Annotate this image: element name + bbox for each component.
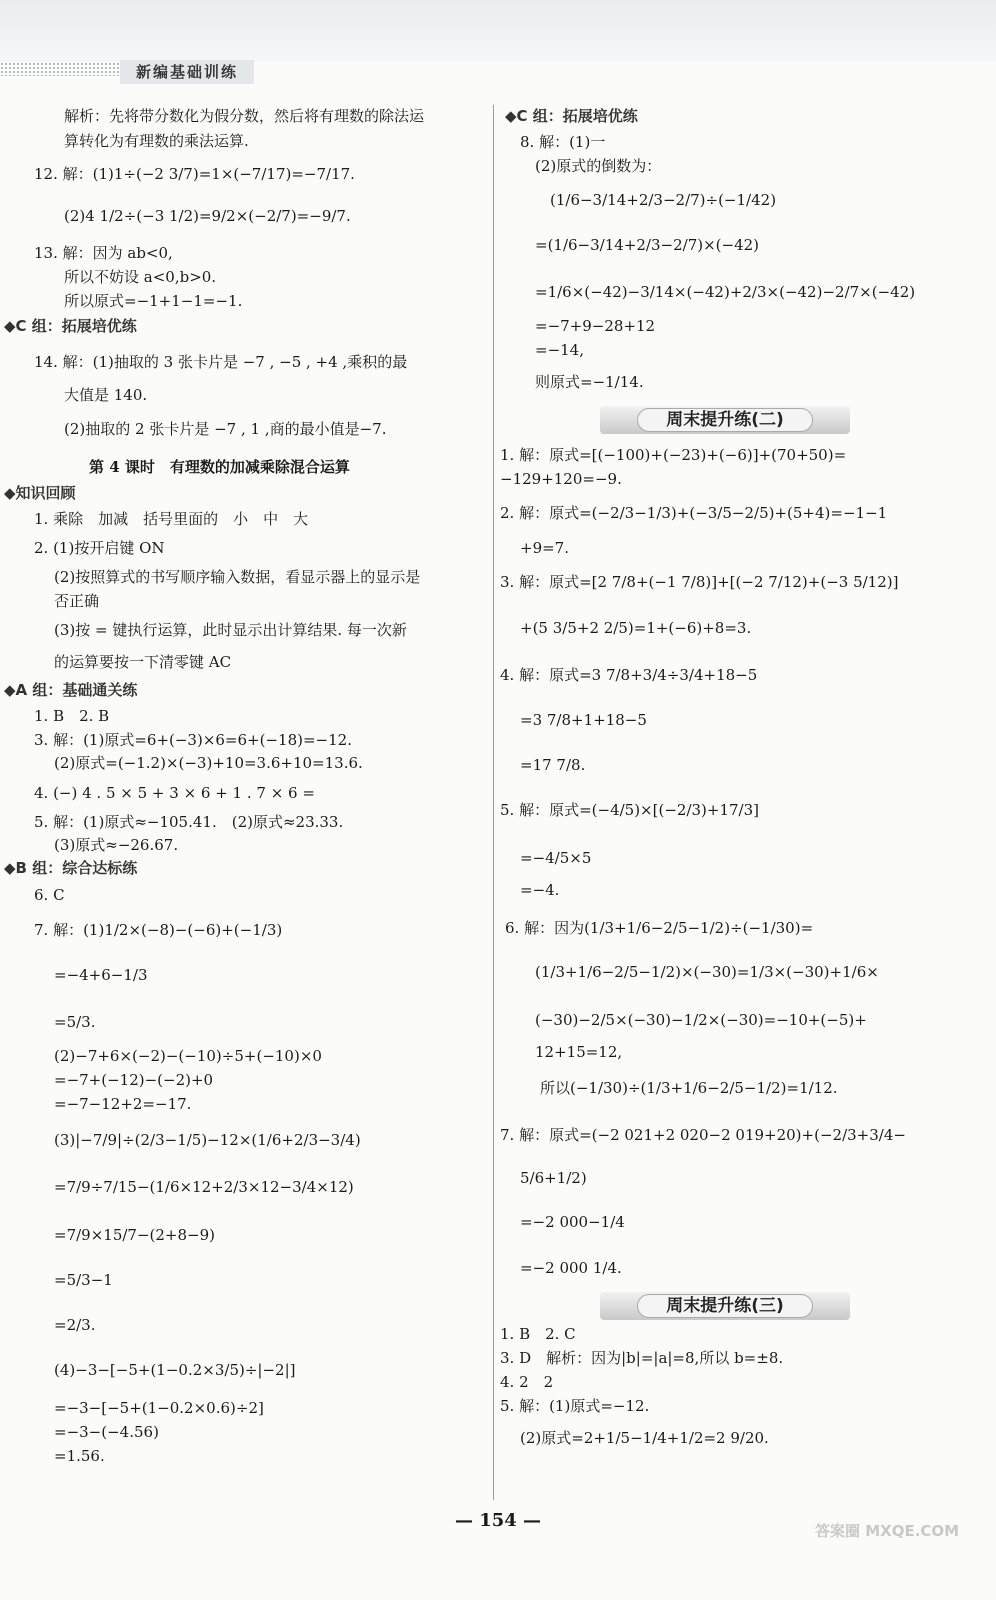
text-line: 5. 解：(1)原式=−12. [500,1397,650,1415]
text-line: (2)−7+6×(−2)−(−10)÷5+(−10)×0 [54,1047,322,1065]
text-line: 1. 解：原式=[(−100)+(−23)+(−6)]+(70+50)= [500,446,847,464]
text-line: 3. 解：原式=[2 7/8+(−1 7/8)]+[(−2 7/12)+(−3 5/12)] [500,573,899,591]
text-line: (2)抽取的 2 张卡片是 −7 , 1 ,商的最小值是−7. [64,420,387,438]
text-line: 5. 解：原式=(−4/5)×[(−2/3)+17/3] [500,801,759,819]
text-line: =−2 000−1/4 [520,1213,625,1231]
text-line: 4. 2 2 [500,1373,554,1391]
text-line: =3 7/8+1+18−5 [520,711,647,729]
text-line: =−4+6−1/3 [54,966,148,984]
text-line: =17 7/8. [520,756,586,774]
text-line: =−4/5×5 [520,849,592,867]
text-line: (3)按 = 键执行运算，此时显示出计算结果. 每一次新 [54,621,407,639]
text-line: 1. 乘除 加减 括号里面的 小 中 大 [34,510,309,528]
section-heading: ◆A 组：基础通关练 [4,681,138,699]
text-line: 5/6+1/2) [520,1169,587,1187]
text-line: 5. 解：(1)原式≈−105.41. (2)原式≈23.33. [34,813,344,831]
text-line: −129+120=−9. [500,470,622,488]
page-number: — 154 — [454,1510,542,1531]
header-band [0,0,996,62]
text-line: =−14, [535,341,584,359]
text-line: =5/3. [54,1013,96,1031]
text-line: 7. 解：(1)1/2×(−8)−(−6)+(−1/3) [34,921,283,939]
text-line: 4. 解：原式=3 7/8+3/4÷3/4+18−5 [500,666,758,684]
text-line: 2. (1)按开启键 ON [34,539,165,557]
weekend-practice-banner [600,406,850,434]
text-line: =7/9÷7/15−(1/6×12+2/3×12−3/4×12) [54,1178,354,1196]
text-line: =−3−(−4.56) [54,1423,159,1441]
banner-label: 周末提升练(二) [637,408,813,432]
text-line: 6. 解：因为(1/3+1/6−2/5−1/2)÷(−1/30)= [505,919,814,937]
text-line: =2/3. [54,1316,96,1334]
text-line: 否正确 [54,592,100,610]
text-line: 2. 解：原式=(−2/3−1/3)+(−3/5−2/5)+(5+4)=−1−1 [500,504,888,522]
text-line: 3. 解：(1)原式=6+(−3)×6=6+(−18)=−12. [34,731,352,749]
text-line: =1/6×(−42)−3/14×(−42)+2/3×(−42)−2/7×(−42) [535,283,916,301]
lesson-title: 第 4 课时 有理数的加减乘除混合运算 [89,458,350,476]
text-line: 12+15=12, [535,1043,623,1061]
text-line: +9=7. [520,539,569,557]
text-line: =7/9×15/7−(2+8−9) [54,1226,216,1244]
text-line: (2)原式=2+1/5−1/4+1/2=2 9/20. [520,1429,769,1447]
text-line: 1. B 2. B [34,707,110,725]
text-line: =−2 000 1/4. [520,1259,622,1277]
section-heading: ◆知识回顾 [4,484,76,502]
header-title: 新编基础训练 [120,60,254,84]
text-line: 解析：先将带分数化为假分数，然后将有理数的除法运 [64,107,425,125]
text-line: =−4. [520,881,560,899]
text-line: (−30)−2/5×(−30)−1/2×(−30)=−10+(−5)+ [535,1011,867,1029]
text-line: (3)原式≈−26.67. [54,836,179,854]
section-heading: ◆B 组：综合达标练 [4,859,138,877]
text-line: =1.56. [54,1447,105,1465]
text-line: 13. 解：因为 ab<0, [34,244,173,262]
text-line: (3)|−7/9|÷(2/3−1/5)−12×(1/6+2/3−3/4) [54,1131,361,1149]
text-line: =−7+(−12)−(−2)+0 [54,1071,214,1089]
text-line: 6. C [34,886,65,904]
watermark: 答案圈 MXQE.COM [815,1522,960,1540]
text-line: (2)按照算式的书写顺序输入数据，看显示器上的显示是 [54,568,421,586]
text-line: 大值是 140. [64,386,148,404]
text-line: 1. B 2. C [500,1325,576,1343]
text-line: 所以原式=−1+1−1=−1. [64,292,243,310]
text-line: 12. 解：(1)1÷(−2 3/7)=1×(−7/17)=−7/17. [34,165,355,183]
section-heading: ◆C 组：拓展培优练 [505,107,638,125]
text-line: 的运算要按一下清零键 AC [54,653,232,671]
text-line: =5/3−1 [54,1271,113,1289]
text-line: 4. (−) 4 . 5 × 5 + 3 × 6 + 1 . 7 × 6 = [34,784,315,802]
text-line: (1/6−3/14+2/3−2/7)÷(−1/42) [550,191,777,209]
text-line: 3. D 解析：因为|b|=|a|=8,所以 b=±8. [500,1349,784,1367]
text-line: 所以不妨设 a<0,b>0. [64,268,217,286]
header-dots [0,62,120,76]
text-line: 则原式=−1/14. [535,373,644,391]
text-line: 14. 解：(1)抽取的 3 张卡片是 −7 , −5 , +4 ,乘积的最 [34,353,408,371]
text-line: +(5 3/5+2 2/5)=1+(−6)+8=3. [520,619,752,637]
text-line: 所以(−1/30)÷(1/3+1/6−2/5−1/2)=1/12. [540,1079,838,1097]
text-line: (2)原式的倒数为： [535,157,662,175]
text-line: 7. 解：原式=(−2 021+2 020−2 019+20)+(−2/3+3/4− [500,1126,906,1144]
text-line: =−3−[−5+(1−0.2×0.6)÷2] [54,1399,264,1417]
text-line: =(1/6−3/14+2/3−2/7)×(−42) [535,236,760,254]
text-line: (2)4 1/2÷(−3 1/2)=9/2×(−2/7)=−9/7. [64,207,351,225]
weekend-practice-banner [600,1292,850,1320]
text-line: 算转化为有理数的乘法运算. [64,132,249,150]
column-divider [493,105,494,1500]
text-line: 8. 解：(1)一 [520,133,606,151]
text-line: (1/3+1/6−2/5−1/2)×(−30)=1/3×(−30)+1/6× [535,963,879,981]
text-line: (4)−3−[−5+(1−0.2×3/5)÷|−2|] [54,1361,296,1379]
text-line: =−7−12+2=−17. [54,1095,192,1113]
section-heading: ◆C 组：拓展培优练 [4,317,137,335]
text-line: =−7+9−28+12 [535,317,656,335]
banner-label: 周末提升练(三) [637,1294,813,1318]
text-line: (2)原式=(−1.2)×(−3)+10=3.6+10=13.6. [54,754,363,772]
